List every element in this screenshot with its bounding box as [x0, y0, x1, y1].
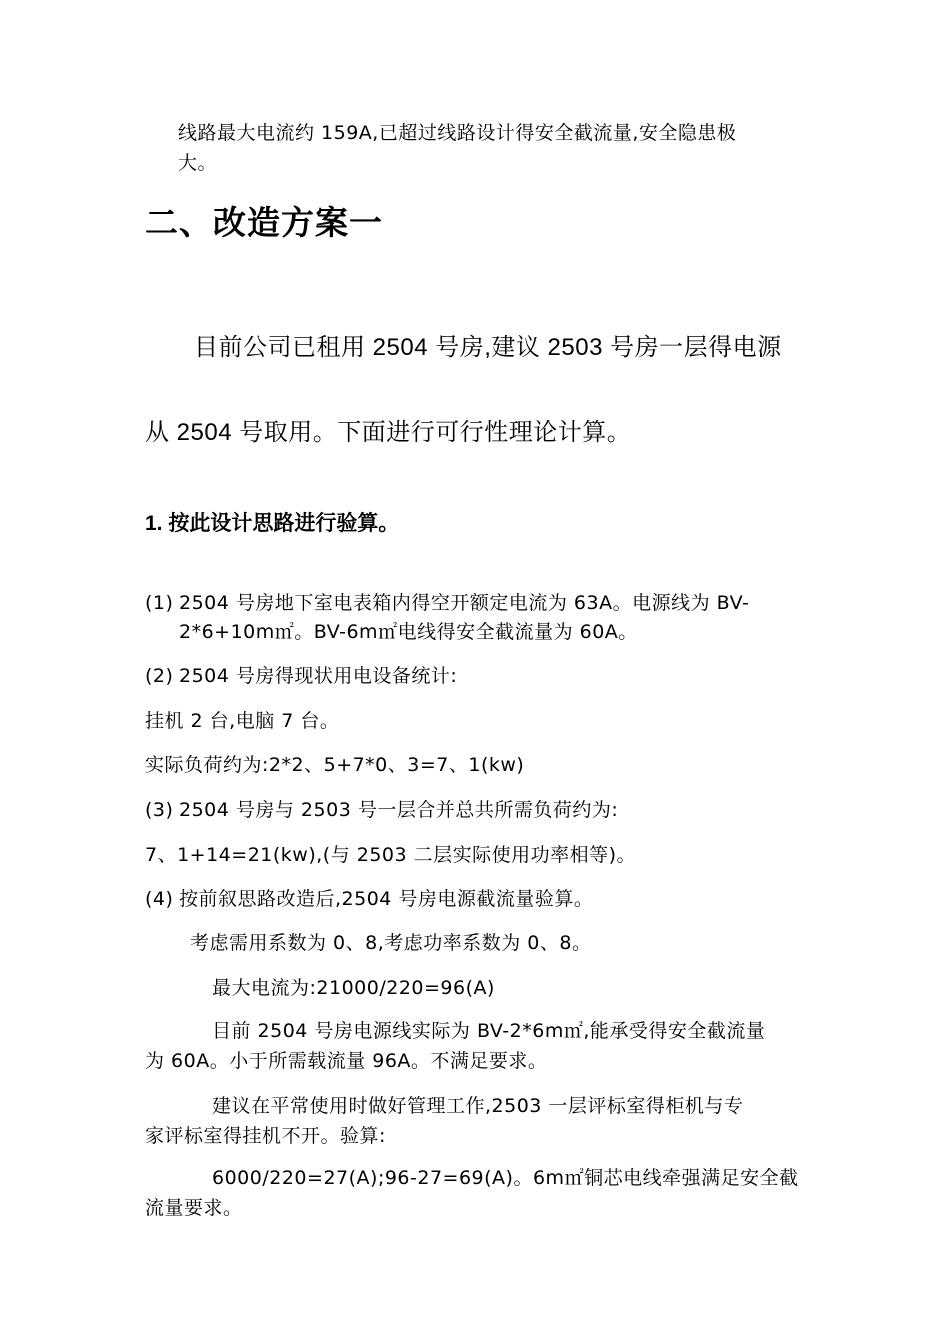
- verification-line-2: 流量要求。: [145, 1197, 243, 1219]
- list-item-text: 2504 号房地下室电表箱内得空开额定电流为 63A。电源线为 BV-: [179, 592, 750, 614]
- lead-paragraph-line-2: 从 2504 号取用。下面进行可行性理论计算。: [145, 419, 632, 446]
- suggestion-line-2: 家评标室得挂机不开。验算:: [145, 1125, 386, 1147]
- combined-load-line: 7、1+14=21(kw),(与 2503 二层实际使用功率相等)。: [145, 844, 637, 866]
- list-item-number: (4): [145, 888, 174, 910]
- actual-load-line: 实际负荷约为:2*2、5+7*0、3=7、1(kw): [145, 754, 525, 776]
- current-cable-line-2: 为 60A。小于所需载流量 96A。不满足要求。: [145, 1050, 548, 1072]
- intro-line-2: 大。: [178, 152, 218, 174]
- subsection-title: 1. 按此设计思路进行验算。: [145, 512, 400, 535]
- list-item-3: [145, 795, 618, 825]
- list-item-1: [145, 588, 749, 618]
- equipment-line: 挂机 2 台,电脑 7 台。: [145, 710, 340, 732]
- list-item-number: (3): [145, 799, 174, 821]
- current-cable-line-1: 目前 2504 号房电源线实际为 BV-2*6m㎡,能承受得安全截流量: [212, 1020, 766, 1042]
- max-current-line: 最大电流为:21000/220=96(A): [212, 977, 495, 999]
- list-item-number: (2): [145, 665, 174, 687]
- verification-line-1: 6000/220=27(A);96-27=69(A)。6m㎡铜芯电线牵强满足安全截: [212, 1167, 799, 1189]
- list-item-text: 2504 号房得现状用电设备统计:: [179, 665, 458, 687]
- list-item-4: [145, 884, 593, 914]
- list-item-number: (1): [145, 592, 174, 614]
- list-item-2: [145, 661, 457, 691]
- list-item-text: 按前叙思路改造后,2504 号房电源截流量验算。: [179, 888, 594, 910]
- list-item-text: 2504 号房与 2503 号一层合并总共所需负荷约为:: [179, 799, 619, 821]
- intro-line-1: 线路最大电流约 159A,已超过线路设计得安全截流量,安全隐患极: [178, 122, 737, 144]
- section-title: 二、改造方案一: [145, 203, 383, 242]
- suggestion-line-1: 建议在平常使用时做好管理工作,2503 一层评标室得柜机与专: [212, 1095, 744, 1117]
- list-item-1-continuation: 2*6+10m㎡。BV-6m㎡电线得安全截流量为 60A。: [179, 621, 638, 643]
- coefficients-line: 考虑需用系数为 0、8,考虑功率系数为 0、8。: [190, 932, 592, 954]
- lead-paragraph-line-1: 目前公司已租用 2504 号房,建议 2503 号房一层得电源: [194, 334, 782, 361]
